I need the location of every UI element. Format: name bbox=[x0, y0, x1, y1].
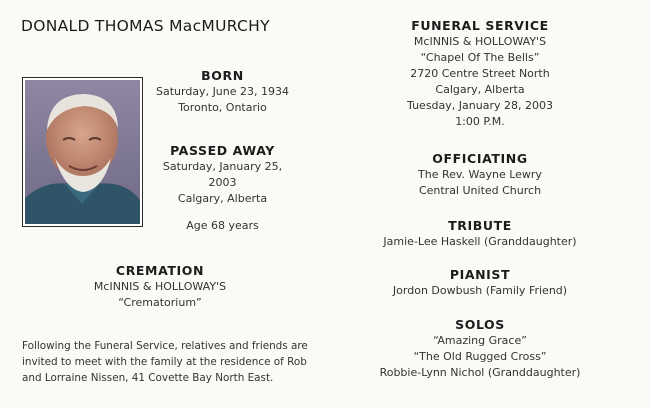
cremation-line-1: McINNIS & HOLLOWAY'S bbox=[93, 280, 227, 293]
pianist-section bbox=[375, 266, 585, 299]
funeral-section bbox=[375, 17, 585, 130]
born-date: Saturday, June 23, 1934 bbox=[156, 85, 289, 98]
funeral-line-2: “Chapel Of The Bells” bbox=[420, 51, 540, 64]
deceased-name: DONALD THOMAS MacMURCHY bbox=[21, 17, 270, 35]
passed-heading: PASSED AWAY bbox=[170, 143, 275, 158]
solos-heading: SOLOS bbox=[455, 317, 505, 332]
reception-paragraph: Following the Funeral Service, relatives and friends are invited to meet with the family at the residence of Rob and Lorraine Nissen, 41 Covette Bay North East. bbox=[22, 340, 308, 384]
officiating-heading: OFFICIATING bbox=[432, 151, 528, 166]
passed-place: Calgary, Alberta bbox=[177, 192, 268, 205]
born-place: Toronto, Ontario bbox=[178, 101, 267, 114]
solos-section bbox=[375, 316, 585, 381]
cremation-heading: CREMATION bbox=[115, 263, 205, 278]
pianist-heading: PIANIST bbox=[449, 267, 511, 282]
funeral-line-1: McINNIS & HOLLOWAY'S bbox=[413, 35, 547, 48]
passed-date: Saturday, January 25, 2003 bbox=[162, 160, 283, 189]
age-text: Age 68 years bbox=[186, 219, 259, 232]
pianist-line-1: Jordon Dowbush (Family Friend) bbox=[392, 284, 568, 297]
tribute-section bbox=[375, 217, 585, 250]
age-section bbox=[150, 218, 295, 234]
passed-section bbox=[150, 142, 295, 207]
funeral-line-4: Calgary, Alberta bbox=[435, 83, 525, 96]
born-heading: BORN bbox=[201, 68, 244, 83]
born-section bbox=[150, 67, 295, 116]
officiating-line-2: Central United Church bbox=[418, 184, 542, 197]
officiating-line-1: The Rev. Wayne Lewry bbox=[418, 168, 542, 181]
funeral-heading: FUNERAL SERVICE bbox=[411, 18, 549, 33]
officiating-section bbox=[375, 150, 585, 199]
funeral-line-6: 1:00 P.M. bbox=[455, 115, 505, 128]
funeral-line-5: Tuesday, January 28, 2003 bbox=[407, 99, 553, 112]
funeral-line-3: 2720 Centre Street North bbox=[410, 67, 550, 80]
portrait-photo bbox=[22, 77, 143, 227]
tribute-line-1: Jamie-Lee Haskell (Granddaughter) bbox=[383, 235, 577, 248]
tribute-heading: TRIBUTE bbox=[448, 218, 512, 233]
solos-line-2: “The Old Rugged Cross” bbox=[413, 350, 547, 363]
portrait-photo-icon bbox=[25, 80, 140, 224]
solos-line-3: Robbie-Lynn Nichol (Granddaughter) bbox=[379, 366, 581, 379]
solos-line-1: “Amazing Grace” bbox=[433, 334, 527, 347]
cremation-line-2: “Crematorium” bbox=[118, 296, 202, 309]
cremation-section bbox=[60, 262, 260, 311]
